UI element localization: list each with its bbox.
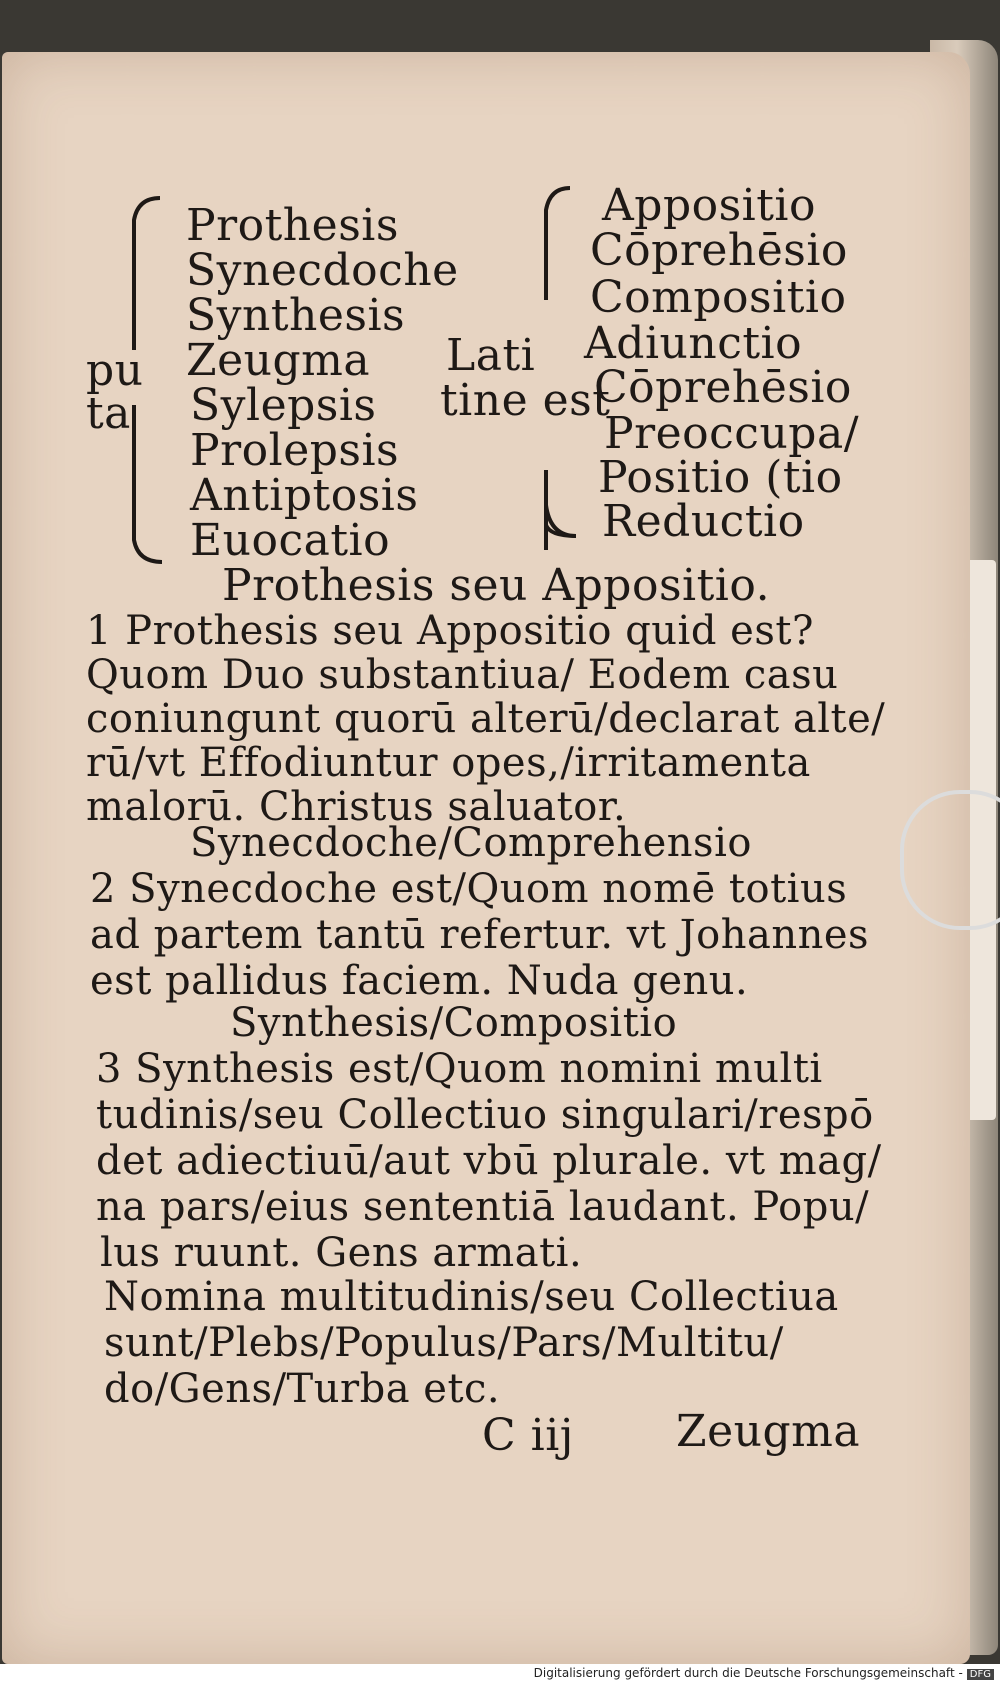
right-list-item: Adiunctio [584,318,803,369]
signature-mark: C iij [482,1410,574,1461]
text-line: 3 Synthesis est/Quom nomini multi [96,1046,823,1092]
section-heading: Synecdoche/Comprehensio [190,820,752,866]
left-list-item: Synecdoche [186,245,459,296]
right-list-item: Positio (tio [598,452,843,503]
left-list-item: Prolepsis [190,425,400,476]
text-line: do/Gens/Turba etc. [104,1366,501,1412]
section-heading: Synthesis/Compositio [230,1000,678,1046]
text-line: Nomina multitudinis/seu Collectiua [104,1274,839,1320]
right-list-item: Appositio [602,180,816,231]
catchword: Zeugma [676,1406,861,1457]
text-line: na pars/eius sententiā laudant. Popu/ [96,1184,870,1230]
right-list-item: Cōprehēsio [594,362,852,413]
left-list-item: Synthesis [186,290,406,341]
text-line: malorū. Christus saluator. [86,784,627,830]
text-line: tudinis/seu Collectiuo singulari/respō [96,1092,874,1138]
text-line: ad partem tantū refertur. vt Johannes [90,912,870,958]
dfg-logo: DFG [967,1669,994,1680]
right-list-item: Cōprehēsio [590,225,848,276]
middle-label: Lati [446,330,536,381]
paper-clip-icon [900,790,1000,930]
text-line: 2 Synecdoche est/Quom nomē totius [90,866,848,912]
text-line: 1 Prothesis seu Appositio quid est? [86,608,814,654]
left-list-item: Prothesis [186,200,399,251]
text-line: lus ruunt. Gens armati. [100,1230,583,1276]
footer-bar [0,1664,1000,1682]
left-list-item: Antiptosis [190,470,419,521]
left-label: ta [86,388,131,439]
right-list-item: Compositio [590,272,847,323]
text-line: rū/vt Effodiuntur opes,/irritamenta [86,740,811,786]
right-list-item: Preoccupa/ [604,408,860,459]
right-list-item: Reductio [602,496,805,547]
left-label: pu [86,345,144,396]
text-line: sunt/Plebs/Populus/Pars/Multitu/ [104,1320,784,1366]
left-list-item: Zeugma [186,335,371,386]
text-line: Quom Duo substantiua/ Eodem casu [86,652,839,698]
text-line: det adiectiuū/aut vbū plurale. vt mag/ [96,1138,882,1184]
section-heading: Prothesis seu Appositio. [222,560,771,611]
middle-label: tine est [440,375,611,426]
footer-credit: Digitalisierung gefördert durch die Deutsche Forschungsgemeinschaft - [533,1666,963,1680]
left-list-item: Sylepsis [190,380,377,431]
text-line: est pallidus faciem. Nuda genu. [90,958,749,1004]
left-list-item: Euocatio [190,515,391,566]
text-line: coniungunt quorū alterū/declarat alte/ [86,696,886,742]
